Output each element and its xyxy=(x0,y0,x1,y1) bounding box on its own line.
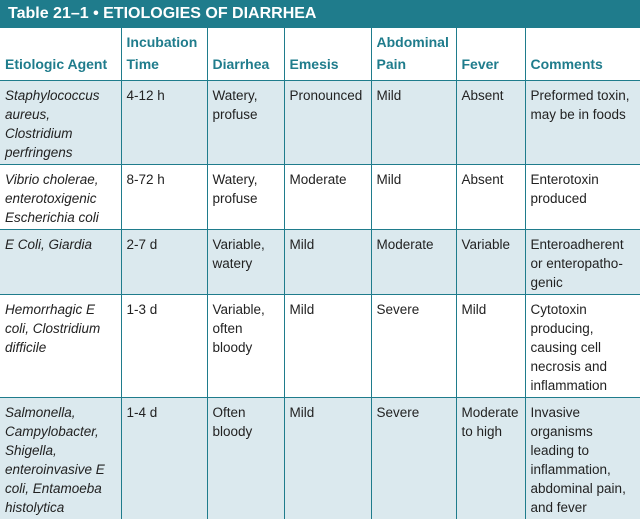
cell-agent: Hemorrhagic E coli, Clostridium difficile xyxy=(0,295,121,398)
cell-agent: Salmonella, Campylobacter, Shigella, enteroinvasive E coli, Entamoeba histolytica xyxy=(0,398,121,519)
cell-incubation: 1-3 d xyxy=(121,295,207,398)
table-row xyxy=(0,81,640,165)
table-row xyxy=(0,165,640,230)
header-diarrhea: Diarrhea xyxy=(207,28,284,81)
cell-comments: Preformed toxin, may be in foods xyxy=(525,81,640,165)
cell-incubation: 2-7 d xyxy=(121,230,207,295)
cell-emesis: Mild xyxy=(284,295,371,398)
header-row xyxy=(0,28,640,81)
cell-diarrhea: Variable, often bloody xyxy=(207,295,284,398)
cell-emesis: Mild xyxy=(284,230,371,295)
cell-emesis: Moderate xyxy=(284,165,371,230)
cell-abdominal-pain: Moderate xyxy=(371,230,456,295)
cell-incubation: 8-72 h xyxy=(121,165,207,230)
cell-incubation: 1-4 d xyxy=(121,398,207,519)
cell-diarrhea: Often bloody xyxy=(207,398,284,519)
cell-comments: Invasive organisms leading to inflammation, abdominal pain, and fever xyxy=(525,398,640,519)
cell-fever: Variable xyxy=(456,230,525,295)
header-abdominal-pain: Abdominal Pain xyxy=(371,28,456,81)
cell-incubation: 4-12 h xyxy=(121,81,207,165)
cell-fever: Moderate to high xyxy=(456,398,525,519)
cell-comments: Enteroadherent or enteropatho-genic xyxy=(525,230,640,295)
table-title: Table 21–1 • ETIOLOGIES OF DIARRHEA xyxy=(0,0,640,28)
table-row xyxy=(0,230,640,295)
cell-abdominal-pain: Severe xyxy=(371,398,456,519)
etiologies-table xyxy=(0,28,640,519)
cell-abdominal-pain: Mild xyxy=(371,165,456,230)
header-emesis: Emesis xyxy=(284,28,371,81)
cell-diarrhea: Watery, profuse xyxy=(207,165,284,230)
table-row xyxy=(0,398,640,519)
cell-diarrhea: Watery, profuse xyxy=(207,81,284,165)
cell-fever: Mild xyxy=(456,295,525,398)
header-comments: Comments xyxy=(525,28,640,81)
cell-abdominal-pain: Mild xyxy=(371,81,456,165)
header-etiologic-agent: Etiologic Agent xyxy=(0,28,121,81)
table-row xyxy=(0,295,640,398)
header-incubation-time: Incubation Time xyxy=(121,28,207,81)
cell-agent: Staphylococcus aureus, Clostridium perfringens xyxy=(0,81,121,165)
cell-diarrhea: Variable, watery xyxy=(207,230,284,295)
cell-comments: Cytotoxin producing, causing cell necrosis and inflammation xyxy=(525,295,640,398)
cell-abdominal-pain: Severe xyxy=(371,295,456,398)
cell-emesis: Pronounced xyxy=(284,81,371,165)
header-fever: Fever xyxy=(456,28,525,81)
cell-fever: Absent xyxy=(456,165,525,230)
cell-agent: E Coli, Giardia xyxy=(0,230,121,295)
cell-comments: Enterotoxin produced xyxy=(525,165,640,230)
cell-agent: Vibrio cholerae, enterotoxigenic Escherichia coli xyxy=(0,165,121,230)
cell-emesis: Mild xyxy=(284,398,371,519)
cell-fever: Absent xyxy=(456,81,525,165)
